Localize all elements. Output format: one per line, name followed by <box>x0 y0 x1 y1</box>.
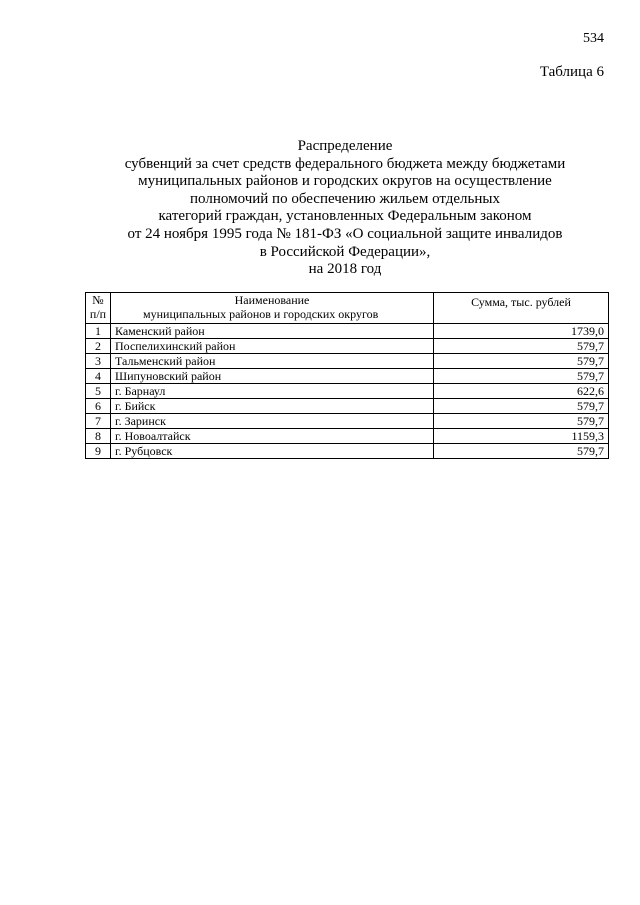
row-sum-cell: 579,7 <box>434 369 609 384</box>
row-num-cell: 2 <box>86 339 111 354</box>
row-num-cell: 8 <box>86 429 111 444</box>
title-line: в Российской Федерации», <box>259 243 431 260</box>
header-name-line1: Наименование <box>234 293 310 307</box>
distribution-table <box>85 292 609 459</box>
header-num <box>86 293 111 324</box>
row-num-cell: 5 <box>86 384 111 399</box>
page-number: 534 <box>583 31 604 46</box>
row-name-cell: г. Рубцовск <box>111 444 434 459</box>
row-num-cell: 3 <box>86 354 111 369</box>
row-num-cell: 4 <box>86 369 111 384</box>
table-row <box>86 429 609 444</box>
row-sum-cell: 1159,3 <box>434 429 609 444</box>
row-sum-cell: 579,7 <box>434 354 609 369</box>
table-row <box>86 414 609 429</box>
document-title <box>80 138 610 279</box>
row-sum-cell: 579,7 <box>434 399 609 414</box>
row-name-cell: г. Новоалтайск <box>111 429 434 444</box>
row-num-cell: 1 <box>86 324 111 339</box>
table-row <box>86 354 609 369</box>
row-num-cell: 7 <box>86 414 111 429</box>
table-row <box>86 399 609 414</box>
header-name <box>111 293 434 324</box>
row-name-cell: Тальменский район <box>111 354 434 369</box>
table-header-row <box>86 293 609 324</box>
row-num-cell: 9 <box>86 444 111 459</box>
header-sum <box>434 293 609 324</box>
header-name-line2: муниципальных районов и городских округов <box>143 307 379 321</box>
table-row <box>86 444 609 459</box>
row-sum-cell: 579,7 <box>434 414 609 429</box>
row-sum-cell: 579,7 <box>434 444 609 459</box>
header-num-line1: № <box>92 293 104 307</box>
row-num-cell: 6 <box>86 399 111 414</box>
title-line: на 2018 год <box>308 261 382 278</box>
title-line: муниципальных районов и городских округов на осуществление <box>138 173 552 190</box>
row-sum-cell: 622,6 <box>434 384 609 399</box>
table-row <box>86 324 609 339</box>
row-name-cell: Шипуновский район <box>111 369 434 384</box>
row-sum-cell: 1739,0 <box>434 324 609 339</box>
title-line: категорий граждан, установленных Федеральным законом <box>158 208 532 225</box>
row-name-cell: Каменский район <box>111 324 434 339</box>
row-name-cell: г. Заринск <box>111 414 434 429</box>
table-row <box>86 339 609 354</box>
row-name-cell: г. Бийск <box>111 399 434 414</box>
table-label: Таблица 6 <box>539 64 604 80</box>
table-row <box>86 384 609 399</box>
header-num-line2: п/п <box>89 307 107 321</box>
title-line: от 24 ноября 1995 года № 181-ФЗ «О социальной защите инвалидов <box>127 225 563 242</box>
row-sum-cell: 579,7 <box>434 339 609 354</box>
header-sum-label: Сумма, тыс. рублей <box>471 295 571 309</box>
table-row <box>86 369 609 384</box>
row-name-cell: Поспелихинский район <box>111 339 434 354</box>
title-line: полномочий по обеспечению жильем отдельных <box>190 190 500 207</box>
title-line: Распределение <box>297 138 393 154</box>
row-name-cell: г. Барнаул <box>111 384 434 399</box>
title-line: субвенций за счет средств федерального бюджета между бюджетами <box>124 155 566 172</box>
